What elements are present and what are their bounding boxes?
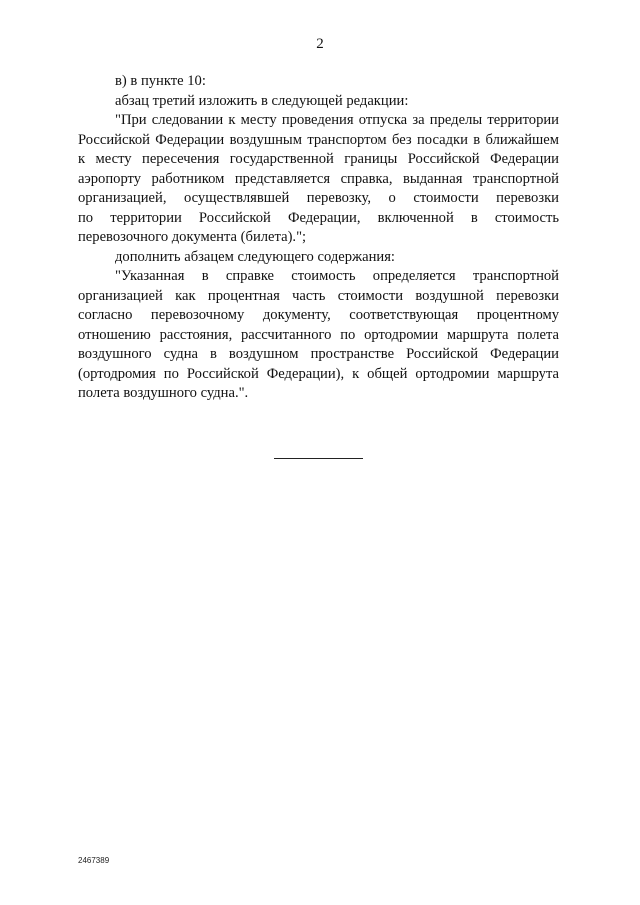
quote-line: организацией, осуществлявшей перевозку, о стоимости перевозки: [78, 190, 559, 206]
quote-line: аэропорту работником представляется справка, выданная транспортной: [78, 170, 559, 187]
quoted-paragraph-addition: [78, 267, 559, 404]
quote-line: отношению расстояния, рассчитанного по ортодромии маршрута полета: [78, 326, 559, 343]
document-body: [78, 72, 559, 404]
instruction-replace-paragraph: абзац третий изложить в следующей редакции:: [115, 92, 409, 109]
quote-line: воздушного судна в воздушном пространстве Российской Федерации: [78, 346, 559, 362]
quote-line: по территории Российской Федерации, включенной в стоимость: [78, 209, 559, 226]
quote-line: организацией как процентная часть стоимости воздушной перевозки: [78, 287, 559, 304]
quote-line: к месту пересечения государственной границы Российской Федерации: [78, 151, 559, 167]
quote-line: "Указанная в справке стоимость определяется транспортной: [115, 268, 559, 284]
quote-line: (ортодромия по Российской Федерации), к общей ортодромии маршрута: [78, 365, 559, 382]
quote-line: полета воздушного судна.".: [78, 385, 249, 401]
quote-line: Российской Федерации воздушным транспортом без посадки в ближайшем: [78, 131, 559, 148]
quote-line: "При следовании к месту проведения отпуска за пределы территории: [115, 112, 559, 128]
item-heading: в) в пункте 10:: [115, 73, 206, 89]
quoted-paragraph-replacement: [78, 111, 559, 248]
document-code: 2467389: [78, 856, 110, 865]
quote-line: согласно перевозочному документу, соответствующая процентному: [78, 307, 559, 323]
quote-line: перевозочного документа (билета).";: [78, 229, 307, 245]
end-separator-line: [274, 458, 363, 459]
instruction-add-paragraph: дополнить абзацем следующего содержания:: [115, 248, 395, 265]
page-number: 2: [316, 36, 324, 52]
